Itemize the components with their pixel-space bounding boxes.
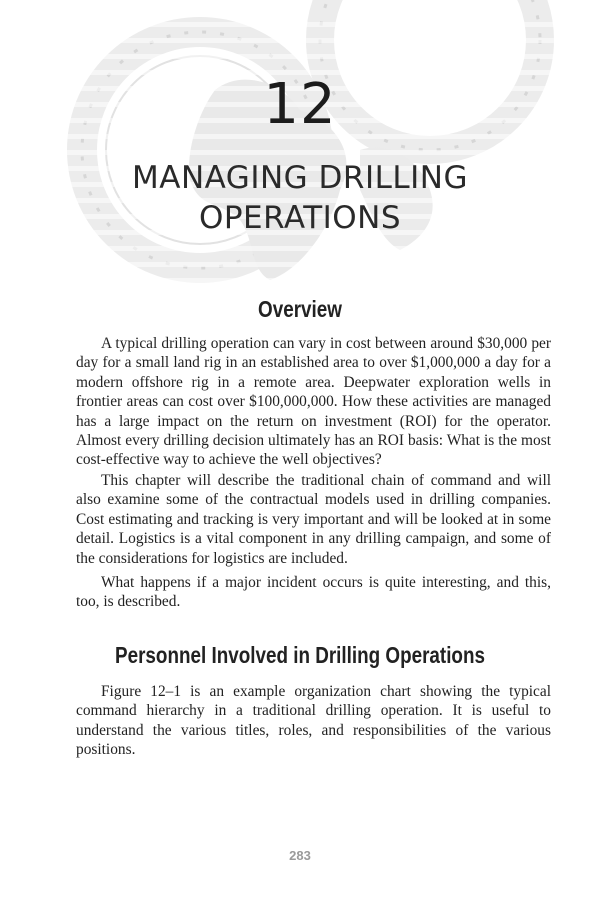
overview-heading: Overview	[258, 296, 342, 322]
overview-paragraph: What happens if a major incident occurs is quite interesting, and this, too, is described.	[76, 574, 551, 611]
chapter-number: 12	[263, 72, 337, 137]
overview-paragraph: A typical drilling operation can vary in cost between around $30,000 per day for a small land rig in an established area to over $1,000,000 a day for a modern offshore rig in a remote area. Deepwater exploration wells in frontier areas can cost over $100,000,000. How these activities are managed has a large impact on the return on investment (ROI) for the operator. Almost every drilling decision ultimately has an ROI basis: What is the most cost-effective way to achieve the well objectives?	[76, 335, 551, 469]
overview-paragraph: This chapter will describe the traditional chain of command and will also examine some of the contractual models used in drilling companies. Cost estimating and tracking is very important and will be looked at in some detail. Logistics is a vital component in any drilling campaign, and some of the considerations for logistics are included.	[76, 472, 551, 567]
personnel-heading: Personnel Involved in Drilling Operations	[115, 642, 485, 668]
page-number: 283	[289, 848, 311, 863]
chapter-title: MANAGING DRILLING OPERATIONS	[132, 160, 468, 236]
personnel-paragraph: Figure 12–1 is an example organization chart showing the typical command hierarchy in a traditional drilling operation. It is useful to understand the various titles, roles, and responsibilities of the various positions.	[76, 683, 551, 759]
chapter-header-watermark	[0, 0, 600, 300]
